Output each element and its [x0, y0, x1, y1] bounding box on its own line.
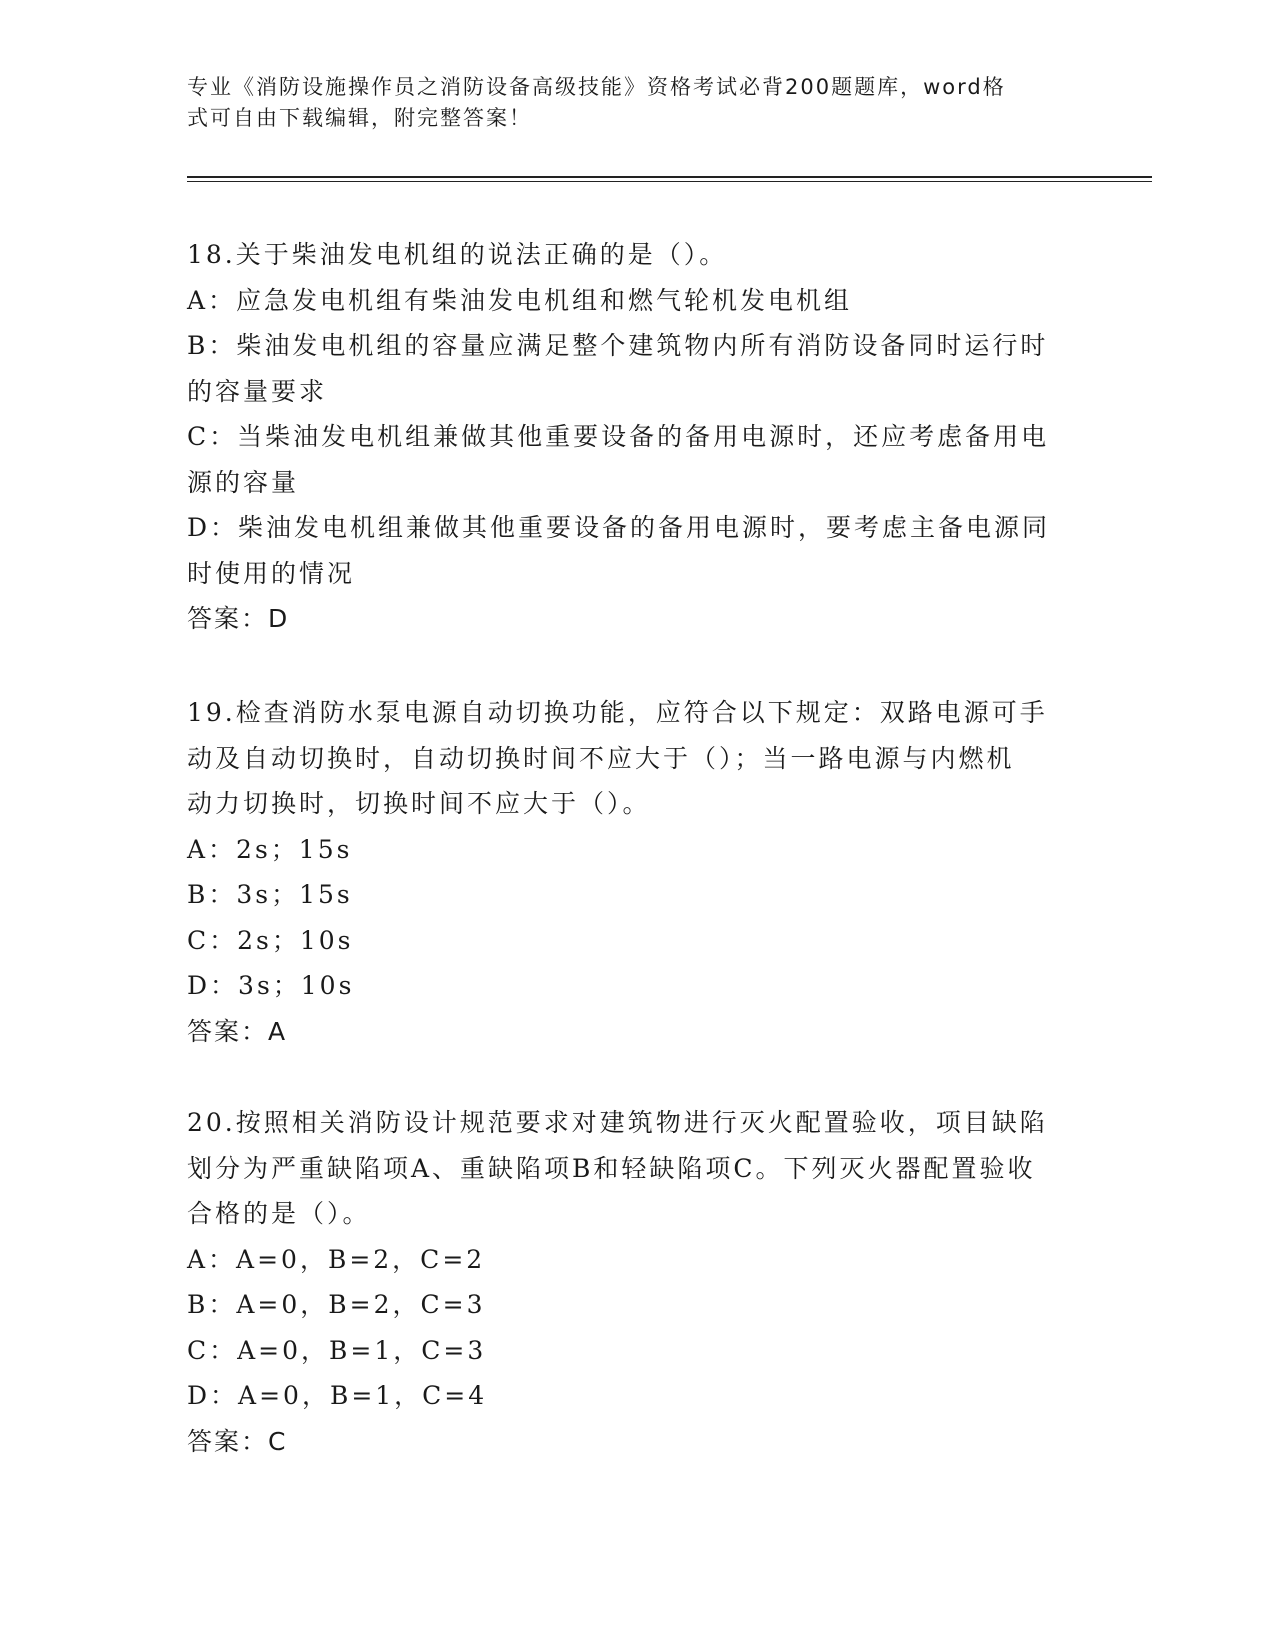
question-18 — [187, 232, 1087, 642]
question-stem-line: 动力切换时，切换时间不应大于（）。 — [187, 789, 651, 818]
question-stem-line: 18.关于柴油发电机组的说法正确的是（）。 — [187, 240, 728, 269]
option-a: A：A=0，B=2，C=2 — [187, 1244, 486, 1274]
option-c-line-1: C：当柴油发电机组兼做其他重要设备的备用电源时，还应考虑备用电 — [187, 422, 1050, 451]
header-divider-thin — [187, 181, 1152, 182]
document-header — [187, 72, 1067, 134]
header-line-2: 式可自由下载编辑，附完整答案！ — [187, 106, 532, 130]
answer-label: 答案：D — [187, 604, 290, 633]
option-b-line-1: B：柴油发电机组的容量应满足整个建筑物内所有消防设备同时运行时 — [187, 331, 1049, 360]
question-stem-line: 动及自动切换时，自动切换时间不应大于（）；当一路电源与内燃机 — [187, 743, 1015, 773]
question-stem-line: 20.按照相关消防设计规范要求对建筑物进行灭火配置验收，项目缺陷 — [187, 1108, 1048, 1137]
header-line-1: 专业《消防设施操作员之消防设备高级技能》资格考试必背200题题库，word格 — [187, 75, 1006, 99]
option-c-line-2: 源的容量 — [187, 467, 300, 497]
question-stem-line: 19.检查消防水泵电源自动切换功能，应符合以下规定：双路电源可手 — [187, 698, 1048, 727]
answer-label: 答案：C — [187, 1426, 288, 1456]
question-19 — [187, 690, 1087, 1054]
header-divider-thick — [187, 176, 1152, 178]
answer-label: 答案：A — [187, 1016, 288, 1046]
option-d-line-1: D：柴油发电机组兼做其他重要设备的备用电源时，要考虑主备电源同 — [187, 513, 1051, 542]
question-20 — [187, 1100, 1087, 1464]
option-a: A：应急发电机组有柴油发电机组和燃气轮机发电机组 — [187, 285, 853, 315]
option-d: D：3s；10s — [187, 971, 355, 1000]
option-b-line-2: 的容量要求 — [187, 376, 328, 406]
option-d-line-2: 时使用的情况 — [187, 558, 356, 588]
question-stem-line: 合格的是（）。 — [187, 1199, 371, 1228]
option-b: B：A=0，B=2，C=3 — [187, 1290, 486, 1319]
option-b: B：3s；15s — [187, 880, 353, 909]
option-a: A：2s；15s — [187, 834, 353, 864]
option-d: D：A=0，B=1，C=4 — [187, 1381, 488, 1410]
question-stem-line: 划分为严重缺陷项A、重缺陷项B和轻缺陷项C。下列灭火器配置验收 — [187, 1153, 1036, 1183]
option-c: C：2s；10s — [187, 925, 354, 955]
option-c: C：A=0，B=1，C=3 — [187, 1335, 487, 1365]
